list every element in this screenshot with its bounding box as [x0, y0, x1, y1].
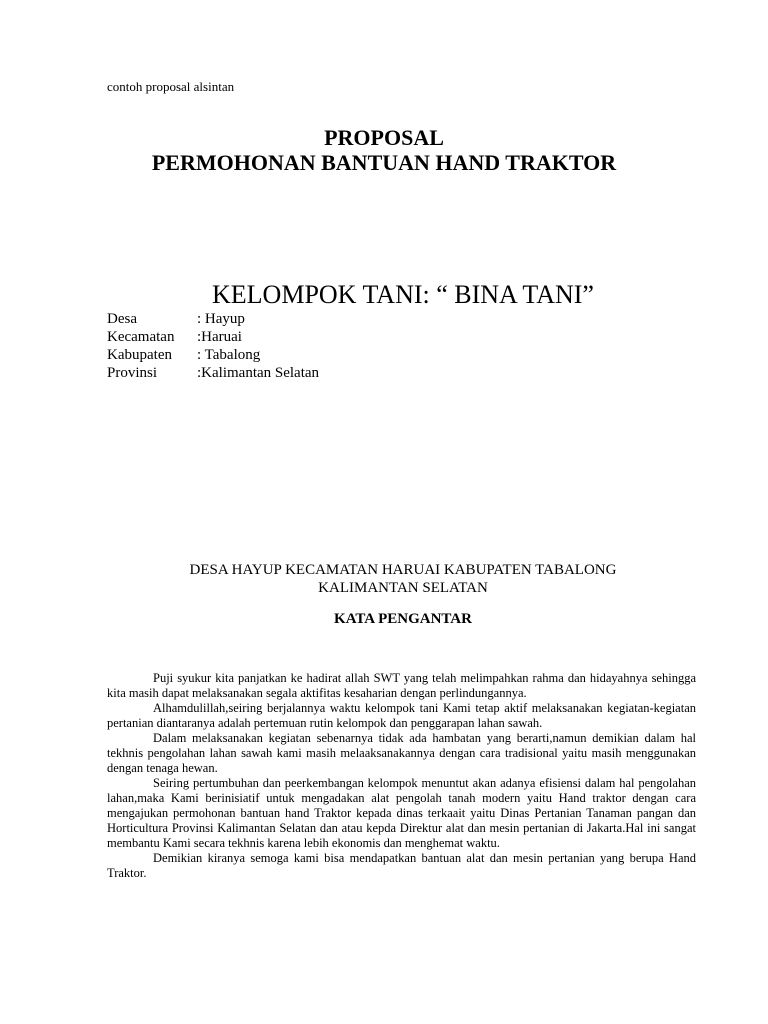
- address-row: [107, 310, 319, 328]
- title-line-1: PROPOSAL: [324, 125, 444, 150]
- address-row: [107, 328, 319, 346]
- address-value: :Haruai: [197, 329, 242, 345]
- paragraph: Seiring pertumbuhan dan peerkembangan kelompok menuntut akan adanya efisiensi dalam hal pengolahan lahan,maka Kami berinisiatif untuk mengadakan alat pengolah tanah modern yaitu Hand traktor dengan cara mengajukan permohonan bantuan hand Traktor kepada dinas terkaait yaitu Dinas Pertanian Tanaman pangan dan Horticultura Provinsi Kalimantan Selatan dan atau kepda Direktur alat dan mesin pertanian di Jakarta.Hal ini sangat membantu Kami secara tekhnis karena lebih ekonomis dan menghemat waktu.: [107, 776, 696, 850]
- address-value: :Kalimantan Selatan: [197, 365, 320, 381]
- address-label: Provinsi: [107, 365, 158, 381]
- region-line-2: KALIMANTAN SELATAN: [318, 580, 488, 596]
- section-heading: KATA PENGANTAR: [334, 611, 472, 627]
- paragraph: Dalam melaksanakan kegiatan sebenarnya tidak ada hambatan yang berarti,namun demikian dalam hal tekhnis pengolahan lahan sawah kami masih melaaksanakannya dengan cara tradisional yaitu masih menggunakan dengan tenaga hewan.: [107, 731, 696, 775]
- document-caption: contoh proposal alsintan: [107, 79, 235, 94]
- address-label: Desa: [107, 311, 137, 327]
- address-row: [107, 364, 319, 382]
- address-row: [107, 346, 319, 364]
- region-line-1: DESA HAYUP KECAMATAN HARUAI KABUPATEN TABALONG: [189, 562, 617, 578]
- region-heading: [0, 561, 768, 597]
- address-value: : Tabalong: [197, 347, 261, 363]
- farmer-group-name: KELOMPOK TANI: “ BINA TANI”: [212, 280, 594, 309]
- address-value: : Hayup: [197, 311, 245, 327]
- paragraph: Puji syukur kita panjatkan ke hadirat allah SWT yang telah melimpahkan rahma dan hidayahnya sehingga kita masih dapat melaksanakan segala aktifitas kesaharian dengan perlindungannya.: [107, 671, 696, 700]
- address-block: [107, 310, 319, 382]
- body-text: [107, 671, 696, 881]
- address-label: Kecamatan: [107, 329, 175, 345]
- paragraph: Demikian kiranya semoga kami bisa mendapatkan bantuan alat dan mesin pertanian yang berupa Hand Traktor.: [107, 851, 696, 880]
- title-line-2: PERMOHONAN BANTUAN HAND TRAKTOR: [151, 150, 617, 175]
- paragraph: Alhamdulillah,seiring berjalannya waktu kelompok tani Kami tetap aktif melaksanakan kegiatan-kegiatan pertanian diantaranya adalah pertemuan rutin kelompok dan penggarapan lahan sawah.: [107, 701, 696, 730]
- proposal-title: [0, 125, 768, 175]
- address-label: Kabupaten: [107, 347, 172, 363]
